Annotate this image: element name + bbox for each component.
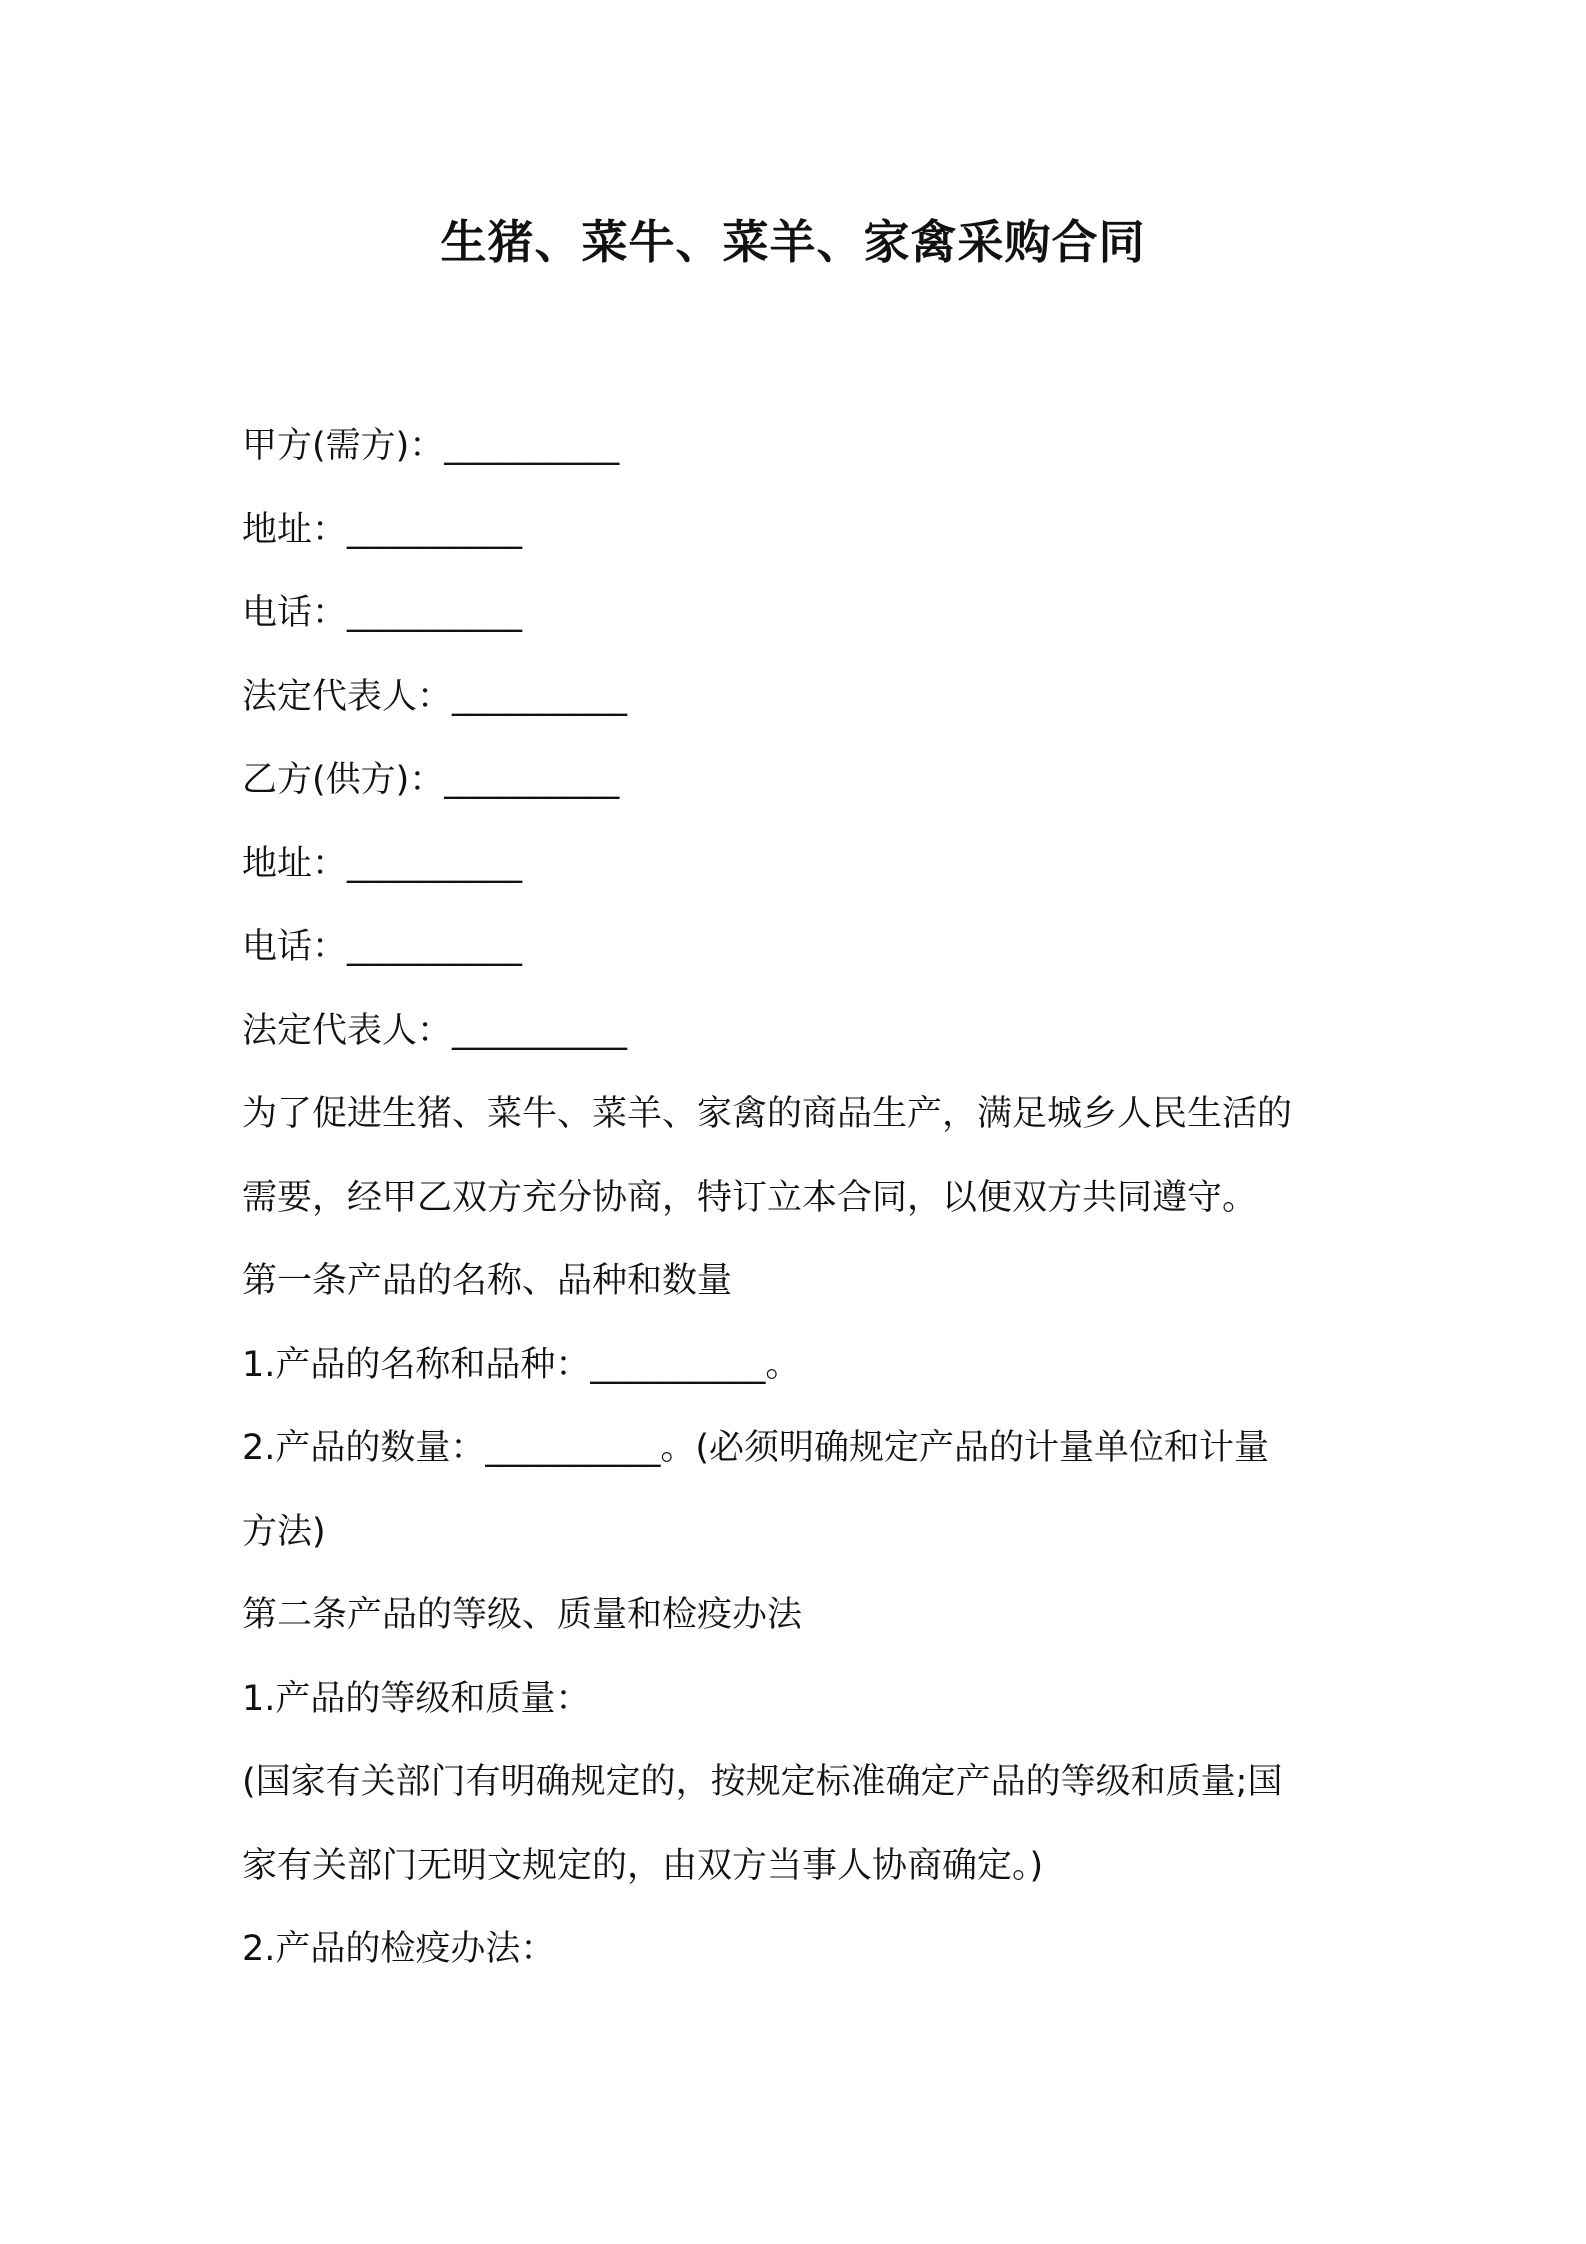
party-b-representative-line: 法定代表人：__________ bbox=[242, 1010, 628, 1051]
article-2-note-line-2: 家有关部门无明文规定的，由双方当事人协商确定。) bbox=[242, 1845, 1044, 1886]
document-title: 生猪、菜牛、菜羊、家禽采购合同 bbox=[440, 215, 1146, 269]
document-body bbox=[242, 405, 1362, 1992]
party-b-line: 乙方(供方)：__________ bbox=[242, 760, 620, 800]
article-1-heading: 第一条产品的名称、品种和数量 bbox=[242, 1261, 733, 1301]
party-a-representative-line: 法定代表人：__________ bbox=[242, 676, 628, 717]
article-1-item-2-continued: 方法) bbox=[242, 1511, 326, 1552]
article-2-item-2: 2.产品的检疫办法： bbox=[242, 1929, 556, 1969]
party-a-address-line: 地址：__________ bbox=[242, 509, 523, 550]
party-a-line: 甲方(需方)：__________ bbox=[242, 426, 620, 466]
article-2-item-1: 1.产品的等级和质量： bbox=[242, 1678, 591, 1719]
article-2-note-line-1: (国家有关部门有明确规定的，按规定标准确定产品的等级和质量;国 bbox=[242, 1762, 1283, 1802]
preamble-line-1: 为了促进生猪、菜牛、菜羊、家禽的商品生产，满足城乡人民生活的 bbox=[242, 1094, 1293, 1134]
preamble-line-2: 需要，经甲乙双方充分协商，特订立本合同，以便双方共同遵守。 bbox=[242, 1177, 1258, 1218]
article-2-heading: 第二条产品的等级、质量和检疫办法 bbox=[242, 1595, 803, 1635]
party-a-phone-line: 电话：__________ bbox=[242, 593, 523, 633]
party-b-address-line: 地址：__________ bbox=[242, 843, 523, 884]
party-b-phone-line: 电话：__________ bbox=[242, 927, 523, 967]
article-1-item-1: 1.产品的名称和品种：__________。 bbox=[242, 1344, 801, 1385]
article-1-item-2: 2.产品的数量：__________。(必须明确规定产品的计量单位和计量 bbox=[242, 1428, 1270, 1468]
